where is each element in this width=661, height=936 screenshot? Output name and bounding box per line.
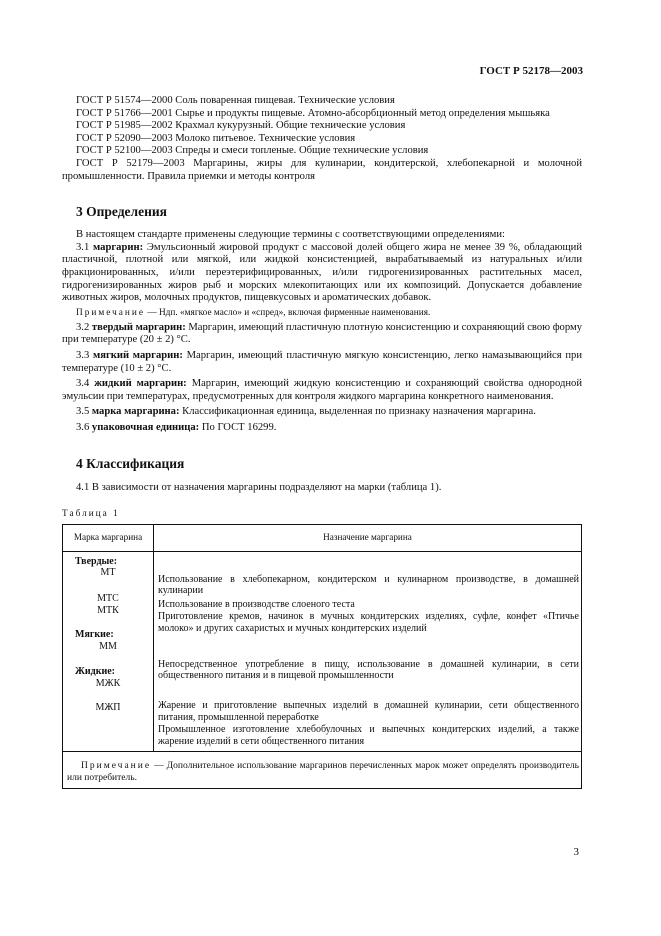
grade-code: МТ xyxy=(100,567,116,579)
reference-item: ГОСТ Р 51574—2000 Соль поваренная пищевая. Технические условия xyxy=(76,95,395,106)
grade-purpose: Использование в хлебопекарном, кондитерском и кулинарном производстве, в домашней кулинарии xyxy=(158,573,579,597)
group-label: Твердые: xyxy=(75,555,118,567)
definition-term: жидкий маргарин: xyxy=(94,378,187,390)
section-4-paragraph: 4.1 В зависимости от назначения маргарины подразделяют на марки (таблица 1). xyxy=(76,482,442,494)
definition-term: марка маргарина: xyxy=(91,406,180,418)
grade-purpose: Использование в производстве слоеного теста xyxy=(158,599,355,611)
definition-term: твердый маргарин: xyxy=(91,321,186,333)
definition-term: мягкий маргарин: xyxy=(93,349,183,361)
grade-purpose: Промышленное изготовление хлебобулочных и выпечных кондитерских изделий, а также жарение изделий в сети общественного питания xyxy=(158,723,579,747)
note-label: Примечание xyxy=(81,761,152,772)
definition-text: Маргарин, имеющий жидкую консистенцию и сохраняющий свойства однородной эмульсии при температурах, предусмотренных для контроля жидкого маргарина конкретного наименования. xyxy=(62,378,582,402)
definition-text: Маргарин, имеющий пластичную мягкую консистенцию, легко намазывающийся при температуре (10 ± 2) °С. xyxy=(62,349,582,374)
table-caption: Таблица 1 xyxy=(62,509,120,520)
definition-text: Маргарин, имеющий пластичную плотную консистенцию и сохраняющий свою форму при температуре (20 ± 2) °С. xyxy=(62,321,582,346)
group-label: Мягкие: xyxy=(75,628,114,640)
table-note-row xyxy=(63,752,582,789)
document-header: ГОСТ Р 52178—2003 xyxy=(479,65,583,77)
grade-code: МЖП xyxy=(95,702,121,714)
note-text: — Ндп. «мягкое масло» и «спред», включая фирменные наименования. xyxy=(145,307,431,318)
note-text: — Дополнительное использование маргаринов перечисленных марок может определять производитель или потребитель. xyxy=(67,761,579,784)
section-3-intro: В настоящем стандарте применены следующие термины с соответствующими определениями: xyxy=(76,229,505,241)
definition-3-6 xyxy=(62,422,582,435)
definition-number: 3.1 xyxy=(76,241,90,253)
reference-item: ГОСТ Р 51766—2001 Сырье и продукты пищевые. Атомно-абсорбционный метод определения мышьяка xyxy=(76,107,550,119)
grade-purpose: Приготовление кремов, начинок в мучных кондитерских изделиях, суфле, конфет «Птичье молоко» и других сахаристых и мучных кондитерских изделий xyxy=(158,611,579,634)
definition-term: упаковочная единица: xyxy=(91,421,200,433)
definition-text: Эмульсионный жировой продукт с массовой долей общего жира не менее 39 %, обладающий пластичной, плотной или мягкой, или жидкой консистенцией, вырабатываемый из натуральных и/или фракционированных, и/или переэтерифицированных, и/или гидрогенизированных растительных масел, гидрогенизированных жиров рыб и морских млекопитающих или их композиций. Допускается добавление животных жиров, молочных продуктов, пищевкусовых и ароматических добавок. xyxy=(62,241,582,304)
table-body-row xyxy=(63,551,582,752)
table-header-row xyxy=(63,524,582,551)
page-content xyxy=(62,95,582,789)
grade-column xyxy=(63,551,154,752)
definition-term: маргарин: xyxy=(93,241,144,253)
column-header-grade: Марка маргарина xyxy=(63,524,154,551)
definition-text: Классификационная единица, выделенная по признаку назначения маргарина. xyxy=(179,406,536,418)
definition-number: 3.6 xyxy=(76,421,90,433)
reference-item: ГОСТ Р 52100—2003 Спреды и смеси топленые. Общие технические условия xyxy=(76,145,429,157)
definition-3-1 xyxy=(62,242,582,305)
definition-number: 3.3 xyxy=(76,349,90,361)
definition-note xyxy=(62,307,582,319)
grade-code: МТК xyxy=(97,605,119,617)
grade-code: МЖК xyxy=(95,678,121,690)
definition-number: 3.2 xyxy=(76,321,90,333)
purpose-column xyxy=(154,551,582,752)
grade-code: ММ xyxy=(99,640,117,652)
grade-purpose: Непосредственное употребление в пищу, использование в домашней кулинарии, в сети общественного питания и в пищевой промышленности xyxy=(158,658,579,682)
definition-number: 3.4 xyxy=(76,378,90,390)
table-note xyxy=(63,752,582,789)
section-3-title: 3 Определения xyxy=(76,204,167,220)
definition-3-4 xyxy=(62,378,582,403)
section-4-title: 4 Классификация xyxy=(76,456,185,472)
definition-text: По ГОСТ 16299. xyxy=(199,421,277,433)
page-number: 3 xyxy=(573,846,579,858)
reference-item: ГОСТ Р 52090—2003 Молоко питьевое. Технические условия xyxy=(76,132,356,144)
grade-code: МТС xyxy=(97,593,119,605)
definition-number: 3.5 xyxy=(76,406,90,418)
reference-item: ГОСТ Р 52179—2003 Маргарины, жиры для кулинарии, кондитерской, хлебопекарной и молочной промышленности. Правила приемки и методы контроля xyxy=(62,157,582,182)
group-label: Жидкие: xyxy=(75,666,115,678)
reference-list xyxy=(62,95,582,183)
margarine-grades-table xyxy=(62,524,582,790)
column-header-purpose: Назначение маргарина xyxy=(154,524,582,551)
note-label: Примечание xyxy=(76,307,145,318)
definition-3-5 xyxy=(62,406,582,419)
reference-item: ГОСТ Р 51985—2002 Крахмал кукурузный. Общие технические условия xyxy=(76,120,406,132)
grade-purpose: Жарение и приготовление выпечных изделий в домашней кулинарии, сети общественного питания, промышленной переработке xyxy=(158,700,579,724)
definition-3-3 xyxy=(62,350,582,375)
definition-3-2 xyxy=(62,322,582,347)
